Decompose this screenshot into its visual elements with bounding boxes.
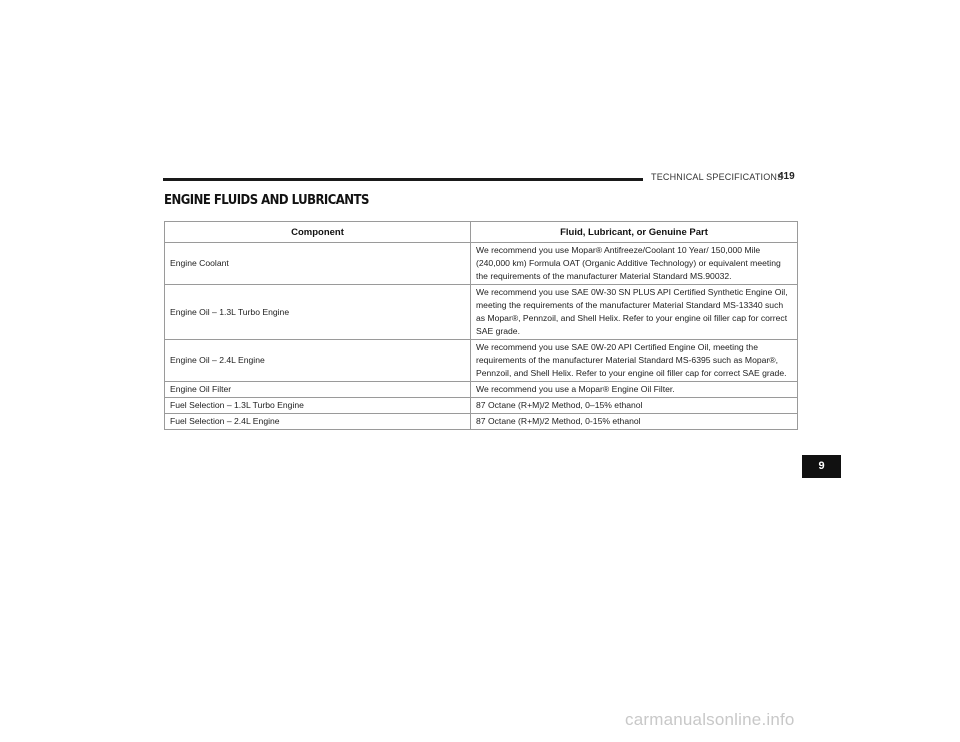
component-cell: Engine Oil Filter <box>165 382 471 398</box>
fluid-cell: We recommend you use SAE 0W-20 API Certified Engine Oil, meeting the requirements of the manufacturer Material Standard MS-6395 such as Mopar®, Pennzoil, and Shell Helix. Refer to your engine oil filler cap for correct SAE grade. <box>471 340 798 382</box>
page-number: 419 <box>778 171 795 182</box>
header-rule <box>163 178 643 181</box>
fluid-cell: We recommend you use SAE 0W-30 SN PLUS API Certified Synthetic Engine Oil, meeting the requirements of the manufacturer Material Standard MS-13340 such as Mopar®, Pennzoil, and Shell Helix. Refer to your engine oil filler cap for correct SAE grade. <box>471 285 798 340</box>
component-cell: Engine Coolant <box>165 243 471 285</box>
fluid-cell: We recommend you use Mopar® Antifreeze/Coolant 10 Year/ 150,000 Mile (240,000 km) Formula OAT (Organic Additive Technology) or equivalent meeting the requirements of the manufacturer Material Standard MS.90032. <box>471 243 798 285</box>
table-row <box>165 340 798 382</box>
component-cell: Fuel Selection – 1.3L Turbo Engine <box>165 398 471 414</box>
component-cell: Engine Oil – 1.3L Turbo Engine <box>165 285 471 340</box>
component-cell: Engine Oil – 2.4L Engine <box>165 340 471 382</box>
table-row <box>165 382 798 398</box>
running-header-section: TECHNICAL SPECIFICATIONS <box>651 172 784 182</box>
fluid-cell: 87 Octane (R+M)/2 Method, 0–15% ethanol <box>471 398 798 414</box>
component-cell: Fuel Selection – 2.4L Engine <box>165 414 471 430</box>
chapter-tab: 9 <box>802 455 841 478</box>
fluid-cell: We recommend you use a Mopar® Engine Oil Filter. <box>471 382 798 398</box>
table-row <box>165 414 798 430</box>
table-row <box>165 285 798 340</box>
table-header-row <box>165 222 798 243</box>
watermark: carmanualsonline.info <box>625 710 795 729</box>
table-row <box>165 243 798 285</box>
column-header-component: Component <box>165 222 471 243</box>
fluid-cell: 87 Octane (R+M)/2 Method, 0-15% ethanol <box>471 414 798 430</box>
fluids-table <box>164 221 798 430</box>
table-row <box>165 398 798 414</box>
page-heading: ENGINE FLUIDS AND LUBRICANTS <box>164 193 369 208</box>
column-header-fluid: Fluid, Lubricant, or Genuine Part <box>471 222 798 243</box>
